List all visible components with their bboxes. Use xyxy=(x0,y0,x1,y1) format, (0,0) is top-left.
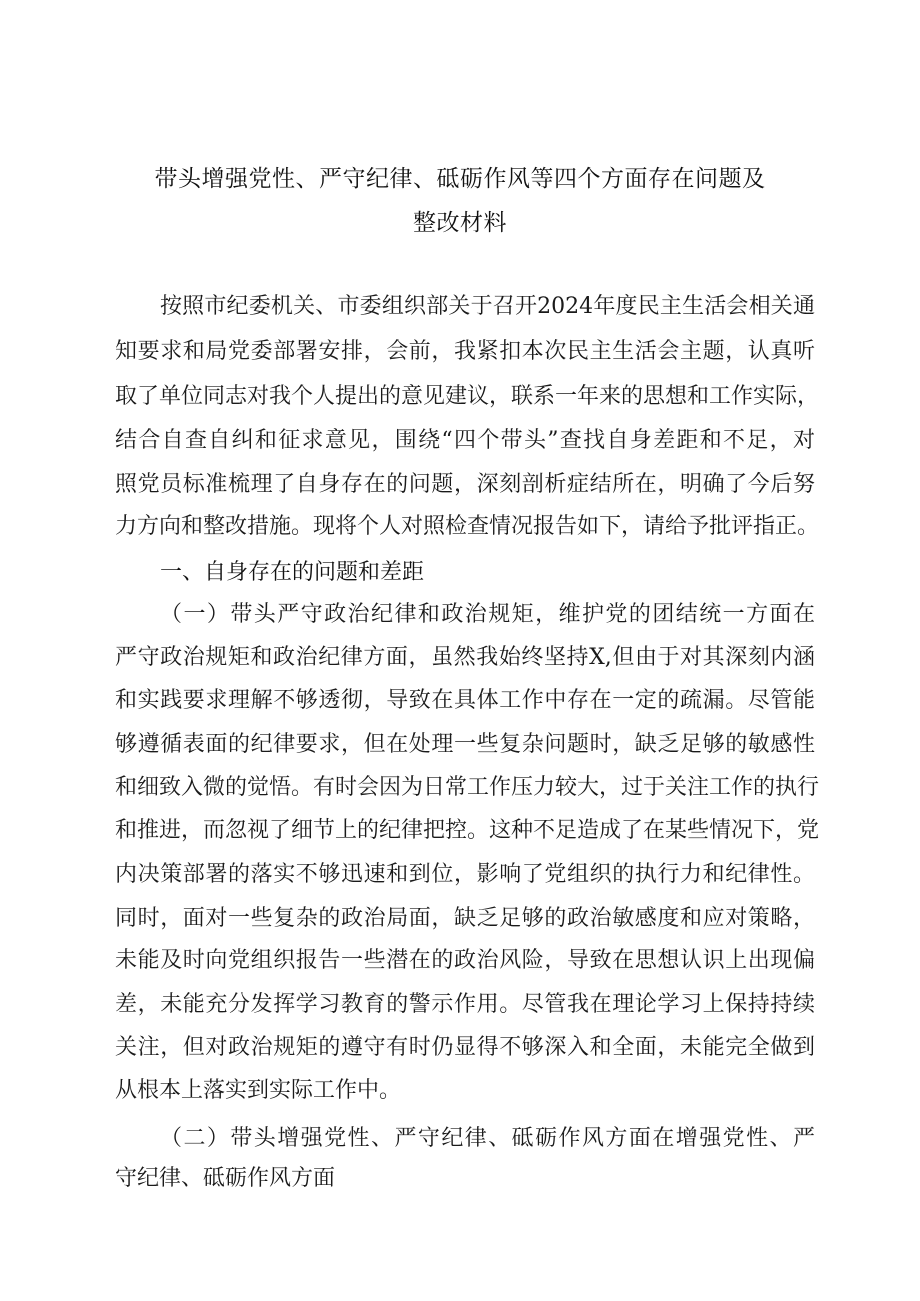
paragraph-line: 知要求和局党委部署安排，会前，我紧扣本次民主生活会主题，认真听 xyxy=(115,339,815,364)
paragraph-line: 差，未能充分发挥学习教育的警示作用。尽管我在理论学习上保持持续 xyxy=(115,992,815,1017)
paragraph-line: 力方向和整改措施。现将个人对照检查情况报告如下，请给予批评指正。 xyxy=(115,514,820,539)
paragraph-line: 守纪律、砥砺作风方面 xyxy=(115,1166,336,1191)
paragraph-line: 严守政治规矩和政治纪律方面，虽然我始终坚持X,但由于对其深刻内涵 xyxy=(115,645,815,670)
document-title-line1: 带头增强党性、严守纪律、砥砺作风等四个方面存在问题及 xyxy=(154,166,766,192)
paragraph-line: 关注，但对政治规矩的遵守有时仍显得不够深入和全面，未能完全做到 xyxy=(115,1035,815,1060)
section-heading: 一、自身存在的问题和差距 xyxy=(160,560,425,585)
paragraph-line: 照党员标准梳理了自身存在的问题，深刻剖析症结所在，明确了今后努 xyxy=(115,472,815,497)
paragraph-line: 取了单位同志对我个人提出的意见建议，联系一年来的思想和工作实际， xyxy=(115,384,820,409)
paragraph-line: 和推进，而忽视了细节上的纪律把控。这种不足造成了在某些情况下，党 xyxy=(115,818,820,843)
paragraph-line: 和实践要求理解不够透彻，导致在具体工作中存在一定的疏漏。尽管能 xyxy=(115,688,815,713)
paragraph-line: 未能及时向党组织报告一些潜在的政治风险，导致在思想认识上出现偏 xyxy=(115,948,815,973)
paragraph-line: 同时，面对一些复杂的政治局面，缺乏足够的政治敏感度和应对策略， xyxy=(115,906,815,931)
paragraph-line: 内决策部署的落实不够迅速和到位，影响了党组织的执行力和纪律性。 xyxy=(115,862,815,887)
paragraph-line: 从根本上落实到实际工作中。 xyxy=(115,1078,402,1103)
paragraph-line: （二）带头增强党性、严守纪律、砥砺作风方面在增强党性、严 xyxy=(160,1126,815,1151)
paragraph-line: 够遵循表面的纪律要求，但在处理一些复杂问题时，缺乏足够的敏感性 xyxy=(115,732,815,757)
paragraph-line: 按照市纪委机关、市委组织部关于召开2024年度民主生活会相关通 xyxy=(160,294,815,319)
paragraph-line: （一）带头严守政治纪律和政治规矩，维护党的团结统一方面在 xyxy=(160,602,815,627)
document-title-line2: 整改材料 xyxy=(413,210,507,236)
paragraph-line: 和细致入微的觉悟。有时会因为日常工作压力较大，过于关注工作的执行 xyxy=(115,775,820,800)
paragraph-line: 结合自查自纠和征求意见，围绕“四个带头”查找自身差距和不足，对 xyxy=(115,428,815,453)
